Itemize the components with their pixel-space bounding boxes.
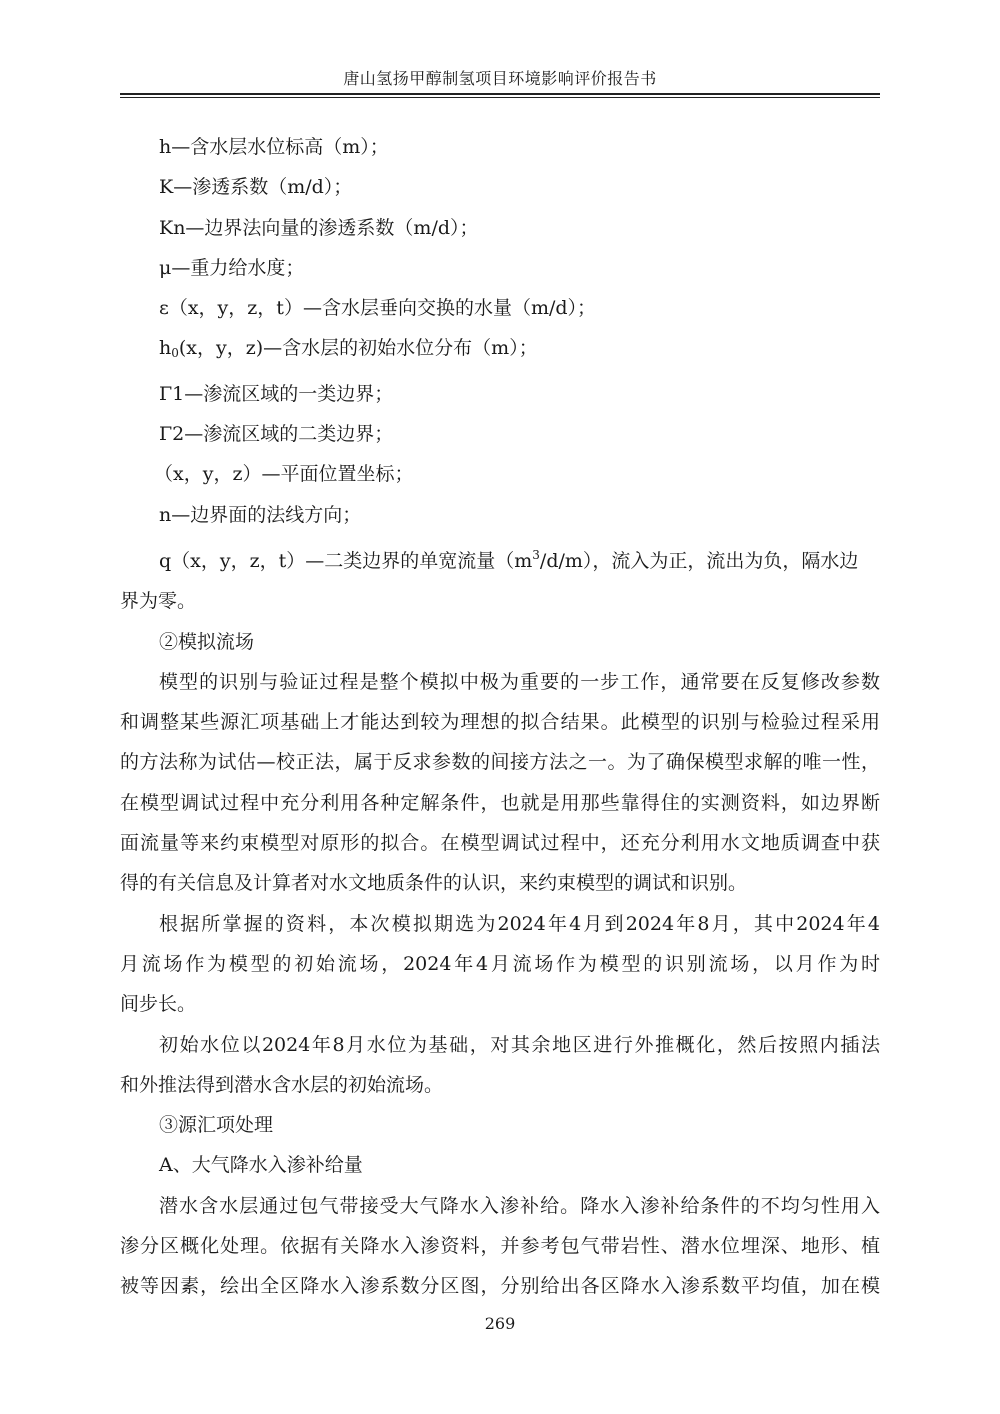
- paragraph-line: 根据所掌握的资料，本次模拟期选为2024年4月到2024年8月，其中2024年4: [159, 912, 880, 935]
- header-rule: [120, 93, 880, 95]
- paragraph-line: 被等因素，绘出全区降水入渗系数分区图，分别给出各区降水入渗系数平均值，加在模: [120, 1275, 880, 1298]
- definition-coordinates: （x，y，z）—平面位置坐标；: [154, 463, 414, 486]
- page-number: 269: [484, 1314, 516, 1333]
- paragraph-line: 潜水含水层通过包气带接受大气降水入渗补给。降水入渗补给条件的不均匀性用入: [159, 1194, 880, 1217]
- definition-q-text: q（x，y，z，t）—二类边界的单宽流量（m: [159, 549, 533, 572]
- subscript-zero: 0: [171, 346, 179, 361]
- paragraph-line: 和调整某些源汇项基础上才能达到较为理想的拟合结果。此模型的识别与检验过程采用: [120, 711, 880, 734]
- definition-epsilon: ε（x，y，z，t）—含水层垂向交换的水量（m/d）；: [159, 297, 597, 320]
- paragraph-line: 月流场作为模型的初始流场，2024年4月流场作为模型的识别流场，以月作为时: [120, 952, 880, 975]
- definition-q: [120, 535, 880, 581]
- paragraph-line: 得的有关信息及计算者对水文地质条件的认识，来约束模型的调试和识别。: [120, 872, 748, 895]
- paragraph-line: 的方法称为试估—校正法，属于反求参数的间接方法之一。为了确保模型求解的唯一性，: [120, 751, 880, 774]
- definition-q-continuation: 界为零。: [120, 590, 197, 613]
- definition-n: n—边界面的法线方向；: [159, 503, 362, 526]
- definition-h0-text: (x，y，z)—含水层的初始水位分布（m）；: [178, 337, 538, 360]
- definition-mu: μ—重力给水度；: [159, 256, 305, 279]
- paragraph-line: 在模型调试过程中充分利用各种定解条件，也就是用那些靠得住的实测资料，如边界断: [120, 791, 880, 814]
- definition-h: h—含水层水位标高（m）；: [159, 136, 389, 158]
- definition-kn: Kn—边界法向量的渗透系数（m/d）；: [159, 216, 479, 239]
- running-header-title: 唐山氢扬甲醇制氢项目环境影响评价报告书: [343, 69, 657, 88]
- definition-gamma2: Γ2—渗流区域的二类边界；: [159, 423, 394, 446]
- definition-q-text-rest: /d/m），流入为正，流出为负，隔水边: [539, 549, 859, 572]
- section-heading-flow-field: ②模拟流场: [159, 630, 255, 653]
- section-heading-source-sink: ③源汇项处理: [159, 1114, 274, 1137]
- definition-h0-symbol: h: [159, 337, 172, 360]
- paragraph-line: 面流量等来约束模型对原形的拟合。在模型调试过程中，还充分利用水文地质调查中获: [120, 832, 880, 855]
- definition-h0: [120, 328, 880, 373]
- document-body: [120, 127, 880, 1307]
- paragraph-line: 初始水位以2024年8月水位为基础，对其余地区进行外推概化，然后按照内插法: [159, 1033, 880, 1056]
- header-rule-thin: [120, 97, 880, 98]
- subsection-heading-precipitation: A、大气降水入渗补给量: [159, 1154, 363, 1177]
- definition-gamma1: Γ1—渗流区域的一类边界；: [159, 382, 394, 405]
- definition-k: K—渗透系数（m/d）；: [159, 176, 353, 199]
- paragraph-line: 模型的识别与验证过程是整个模拟中极为重要的一步工作，通常要在反复修改参数: [159, 670, 880, 693]
- superscript-three: 3: [532, 547, 540, 562]
- paragraph-line: 渗分区概化处理。依据有关降水入渗资料，并参考包气带岩性、潜水位埋深、地形、植: [120, 1235, 880, 1258]
- paragraph-line: 间步长。: [120, 993, 197, 1016]
- paragraph-line: 和外推法得到潜水含水层的初始流场。: [120, 1073, 444, 1096]
